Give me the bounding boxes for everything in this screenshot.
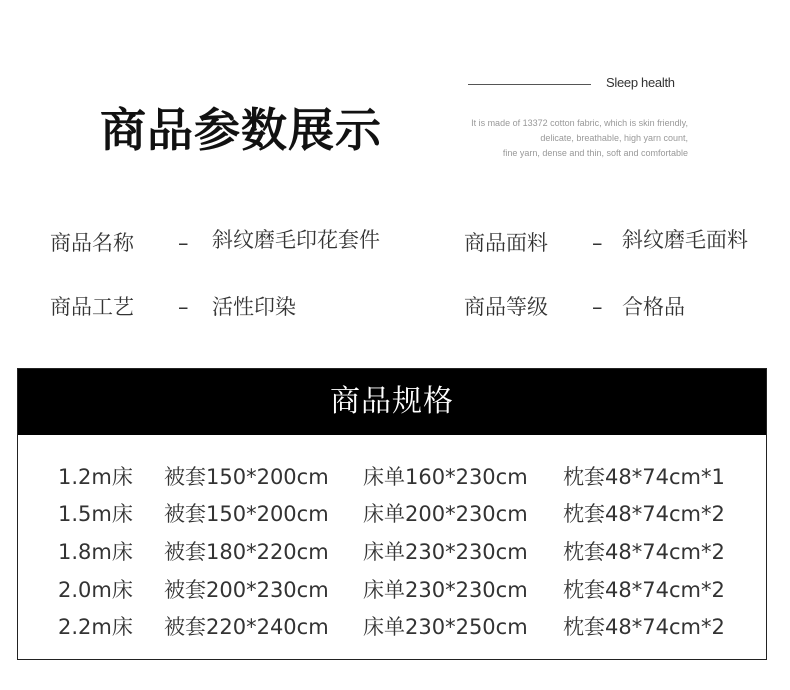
spec-duvet: 被套180*220cm: [164, 540, 329, 564]
decorative-line: [468, 84, 591, 85]
param-label: 商品等级: [464, 295, 548, 319]
spec-sheet: 床单160*230cm: [363, 465, 528, 489]
spec-row: [18, 537, 766, 567]
param-separator: –: [592, 295, 603, 319]
spec-size: 1.5m床: [58, 502, 133, 526]
param-value: 斜纹磨毛面料: [622, 228, 748, 252]
page-title: 商品参数展示: [100, 103, 382, 157]
spec-sheet: 床单230*250cm: [363, 615, 528, 639]
spec-pillow: 枕套48*74cm*1: [563, 465, 725, 489]
spec-row: [18, 575, 766, 605]
spec-size: 1.8m床: [58, 540, 133, 564]
spec-duvet: 被套200*230cm: [164, 578, 329, 602]
spec-pillow: 枕套48*74cm*2: [563, 502, 725, 526]
spec-pillow: 枕套48*74cm*2: [563, 540, 725, 564]
param-value: 活性印染: [212, 295, 296, 319]
spec-title: 商品规格: [18, 369, 766, 435]
spec-row: [18, 612, 766, 642]
spec-table: [17, 368, 767, 660]
spec-size: 1.2m床: [58, 465, 133, 489]
spec-size: 2.0m床: [58, 578, 133, 602]
param-value: 合格品: [622, 295, 685, 319]
tagline: Sleep health: [606, 75, 675, 90]
param-separator: –: [178, 295, 189, 319]
product-description: [471, 116, 688, 161]
spec-size: 2.2m床: [58, 615, 133, 639]
spec-duvet: 被套220*240cm: [164, 615, 329, 639]
description-line: fine yarn, dense and thin, soft and comfortable: [502, 148, 688, 158]
spec-sheet: 床单230*230cm: [363, 578, 528, 602]
spec-duvet: 被套150*200cm: [164, 502, 329, 526]
spec-sheet: 床单200*230cm: [363, 502, 528, 526]
param-label: 商品面料: [464, 231, 548, 255]
spec-sheet: 床单230*230cm: [363, 540, 528, 564]
spec-row: [18, 462, 766, 492]
description-line: delicate, breathable, high yarn count,: [540, 133, 688, 143]
spec-duvet: 被套150*200cm: [164, 465, 329, 489]
spec-pillow: 枕套48*74cm*2: [563, 615, 725, 639]
spec-pillow: 枕套48*74cm*2: [563, 578, 725, 602]
param-separator: –: [592, 231, 603, 255]
spec-row: [18, 499, 766, 529]
description-line: It is made of 13372 cotton fabric, which is skin friendly,: [471, 118, 688, 128]
param-label: 商品工艺: [50, 295, 134, 319]
param-value: 斜纹磨毛印花套件: [212, 228, 380, 252]
param-label: 商品名称: [50, 231, 134, 255]
param-separator: –: [178, 231, 189, 255]
